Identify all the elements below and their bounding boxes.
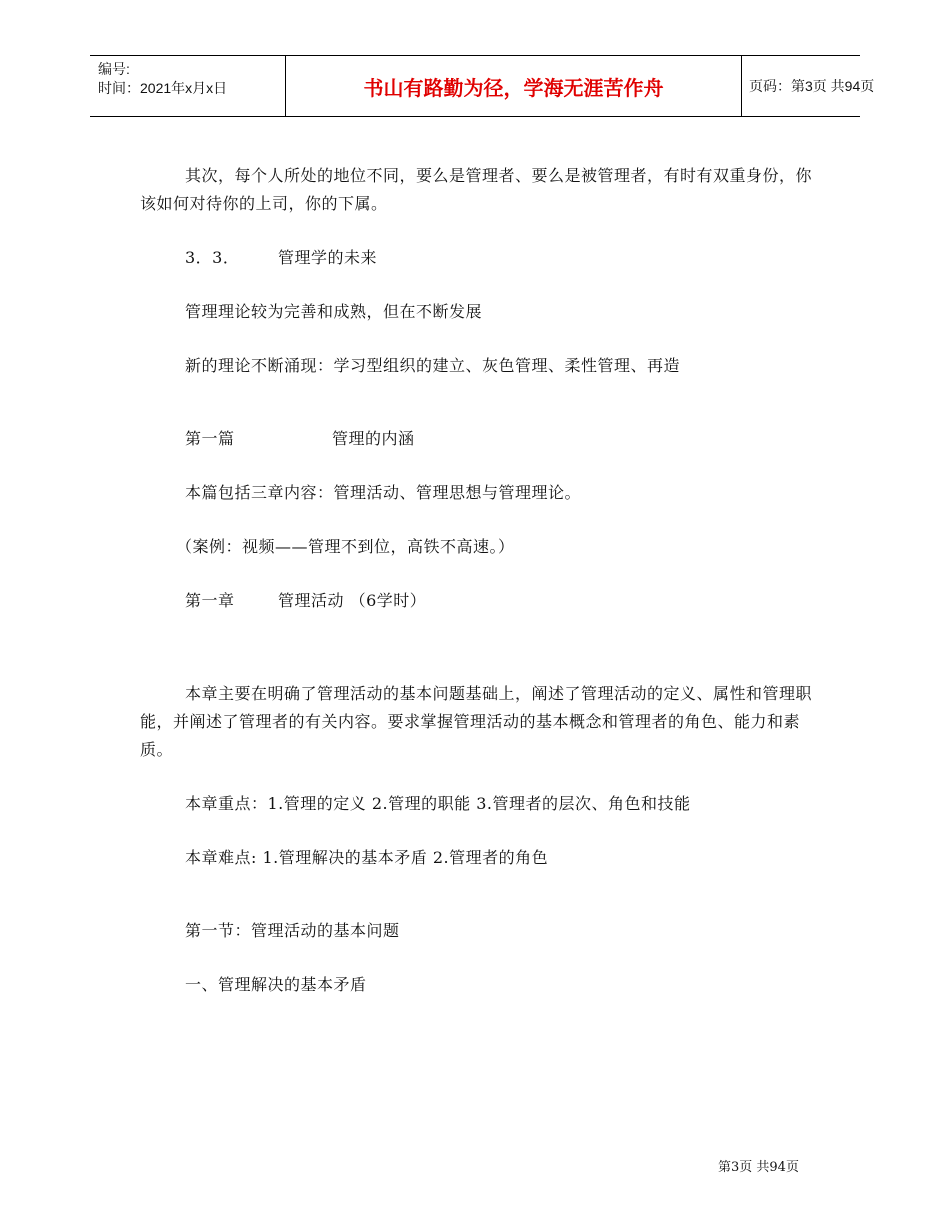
part-heading	[140, 425, 812, 453]
chapter-heading	[140, 587, 812, 615]
header-meta	[90, 56, 285, 116]
section-title: 管理学的未来	[278, 248, 378, 267]
case-note: （案例：视频——管理不到位，高铁不高速。）	[176, 537, 515, 556]
chapter-title: 管理活动 （6学时）	[278, 591, 427, 610]
section-heading: 第一节：管理活动的基本问题	[185, 921, 400, 940]
serial-label: 编号:	[98, 61, 130, 77]
date-line: 时间：2021年x月x日	[98, 80, 228, 96]
page-footer: 第3页 共94页	[718, 1160, 799, 1175]
difficult-points: 本章难点: 1.管理解决的基本矛盾 2.管理者的角色	[185, 848, 549, 867]
paragraph: 管理理论较为完善和成熟，但在不断发展	[185, 302, 483, 321]
header-motto: 书山有路勤为径，学海无涯苦作舟	[285, 56, 742, 116]
paragraph: 本章主要在明确了管理活动的基本问题基础上，阐述了管理活动的定义、属性和管理职能，并阐述了管理者的有关内容。要求掌握管理活动的基本概念和管理者的角色、能力和素质。	[140, 684, 813, 759]
key-points: 本章重点：1.管理的定义 2.管理的职能 3.管理者的层次、角色和技能	[185, 794, 691, 813]
page-header	[90, 55, 875, 117]
subsection-heading: 一、管理解决的基本矛盾	[185, 975, 367, 994]
section-heading	[140, 244, 812, 272]
part-label: 第一篇	[185, 429, 235, 448]
part-title: 管理的内涵	[332, 429, 415, 448]
paragraph: 新的理论不断涌现：学习型组织的建立、灰色管理、柔性管理、再造	[185, 356, 681, 375]
paragraph: 其次，每个人所处的地位不同，要么是管理者、要么是被管理者，有时有双重身份，你该如何对待你的上司，你的下属。	[140, 166, 813, 213]
section-number: 3．3．	[185, 248, 240, 267]
chapter-label: 第一章	[185, 591, 235, 610]
document-body	[140, 162, 812, 999]
paragraph: 本篇包括三章内容：管理活动、管理思想与管理理论。	[185, 483, 582, 502]
header-page-info: 页码：第3页 共94页	[749, 78, 875, 94]
